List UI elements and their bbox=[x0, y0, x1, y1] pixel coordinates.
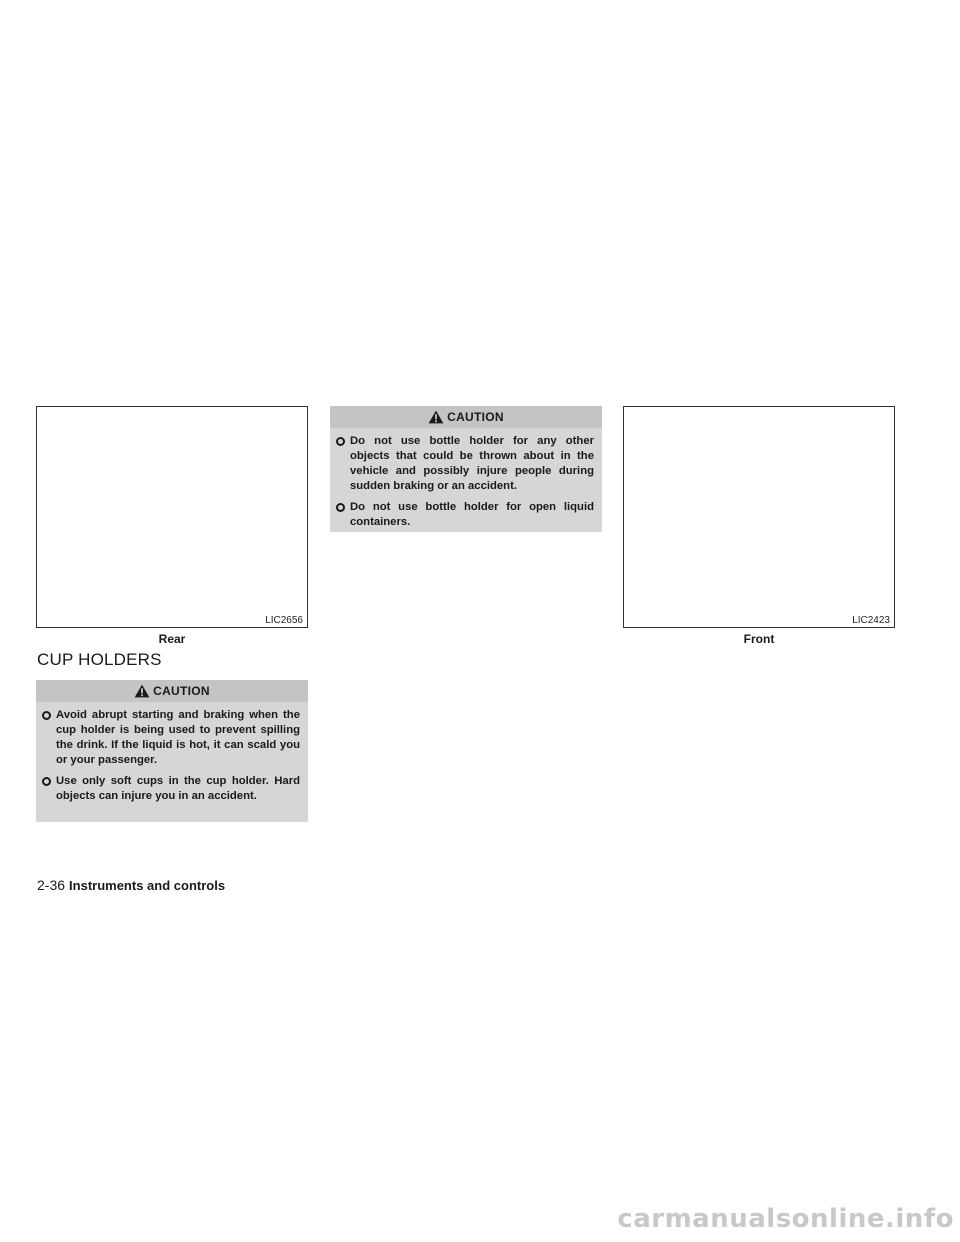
figure-caption-rear: Rear bbox=[158, 632, 186, 646]
caution-title: CAUTION bbox=[447, 410, 504, 424]
figure-caption-front: Front bbox=[743, 632, 775, 646]
caution-box-bottle-holder bbox=[330, 406, 602, 532]
bullet-icon bbox=[42, 711, 51, 720]
caution-item: Avoid abrupt starting and braking when the cup holder is being used to prevent spilling the drink. If the liquid is hot, it can scald you or your passenger. bbox=[42, 708, 300, 768]
bullet-icon bbox=[42, 777, 51, 786]
caution-item: Do not use bottle holder for any other objects that could be thrown about in the vehicle and possibly injure people during sudden braking or an accident. bbox=[336, 434, 594, 494]
figure-code: LIC2656 bbox=[265, 615, 303, 626]
bullet-icon bbox=[336, 503, 345, 512]
caution-list bbox=[36, 702, 308, 812]
bullet-icon bbox=[336, 437, 345, 446]
figure-code: LIC2423 bbox=[852, 615, 890, 626]
figure-front bbox=[623, 406, 895, 628]
page-footer bbox=[37, 877, 225, 893]
warning-icon bbox=[134, 684, 150, 698]
caution-box-cup-holders bbox=[36, 680, 308, 822]
warning-icon bbox=[428, 410, 444, 424]
caution-item: Use only soft cups in the cup holder. Hard objects can injure you in an accident. bbox=[42, 774, 300, 804]
caution-header bbox=[36, 680, 308, 702]
section-title: CUP HOLDERS bbox=[37, 650, 162, 669]
caution-header bbox=[330, 406, 602, 428]
page-number: 2-36 bbox=[37, 877, 66, 893]
caution-item: Do not use bottle holder for open liquid containers. bbox=[336, 500, 594, 530]
caution-title: CAUTION bbox=[153, 684, 210, 698]
chapter-title: Instruments and controls bbox=[69, 878, 226, 893]
figure-rear bbox=[36, 406, 308, 628]
caution-list bbox=[330, 428, 602, 538]
watermark-text[interactable]: carmanualsonline.info bbox=[617, 1204, 954, 1234]
